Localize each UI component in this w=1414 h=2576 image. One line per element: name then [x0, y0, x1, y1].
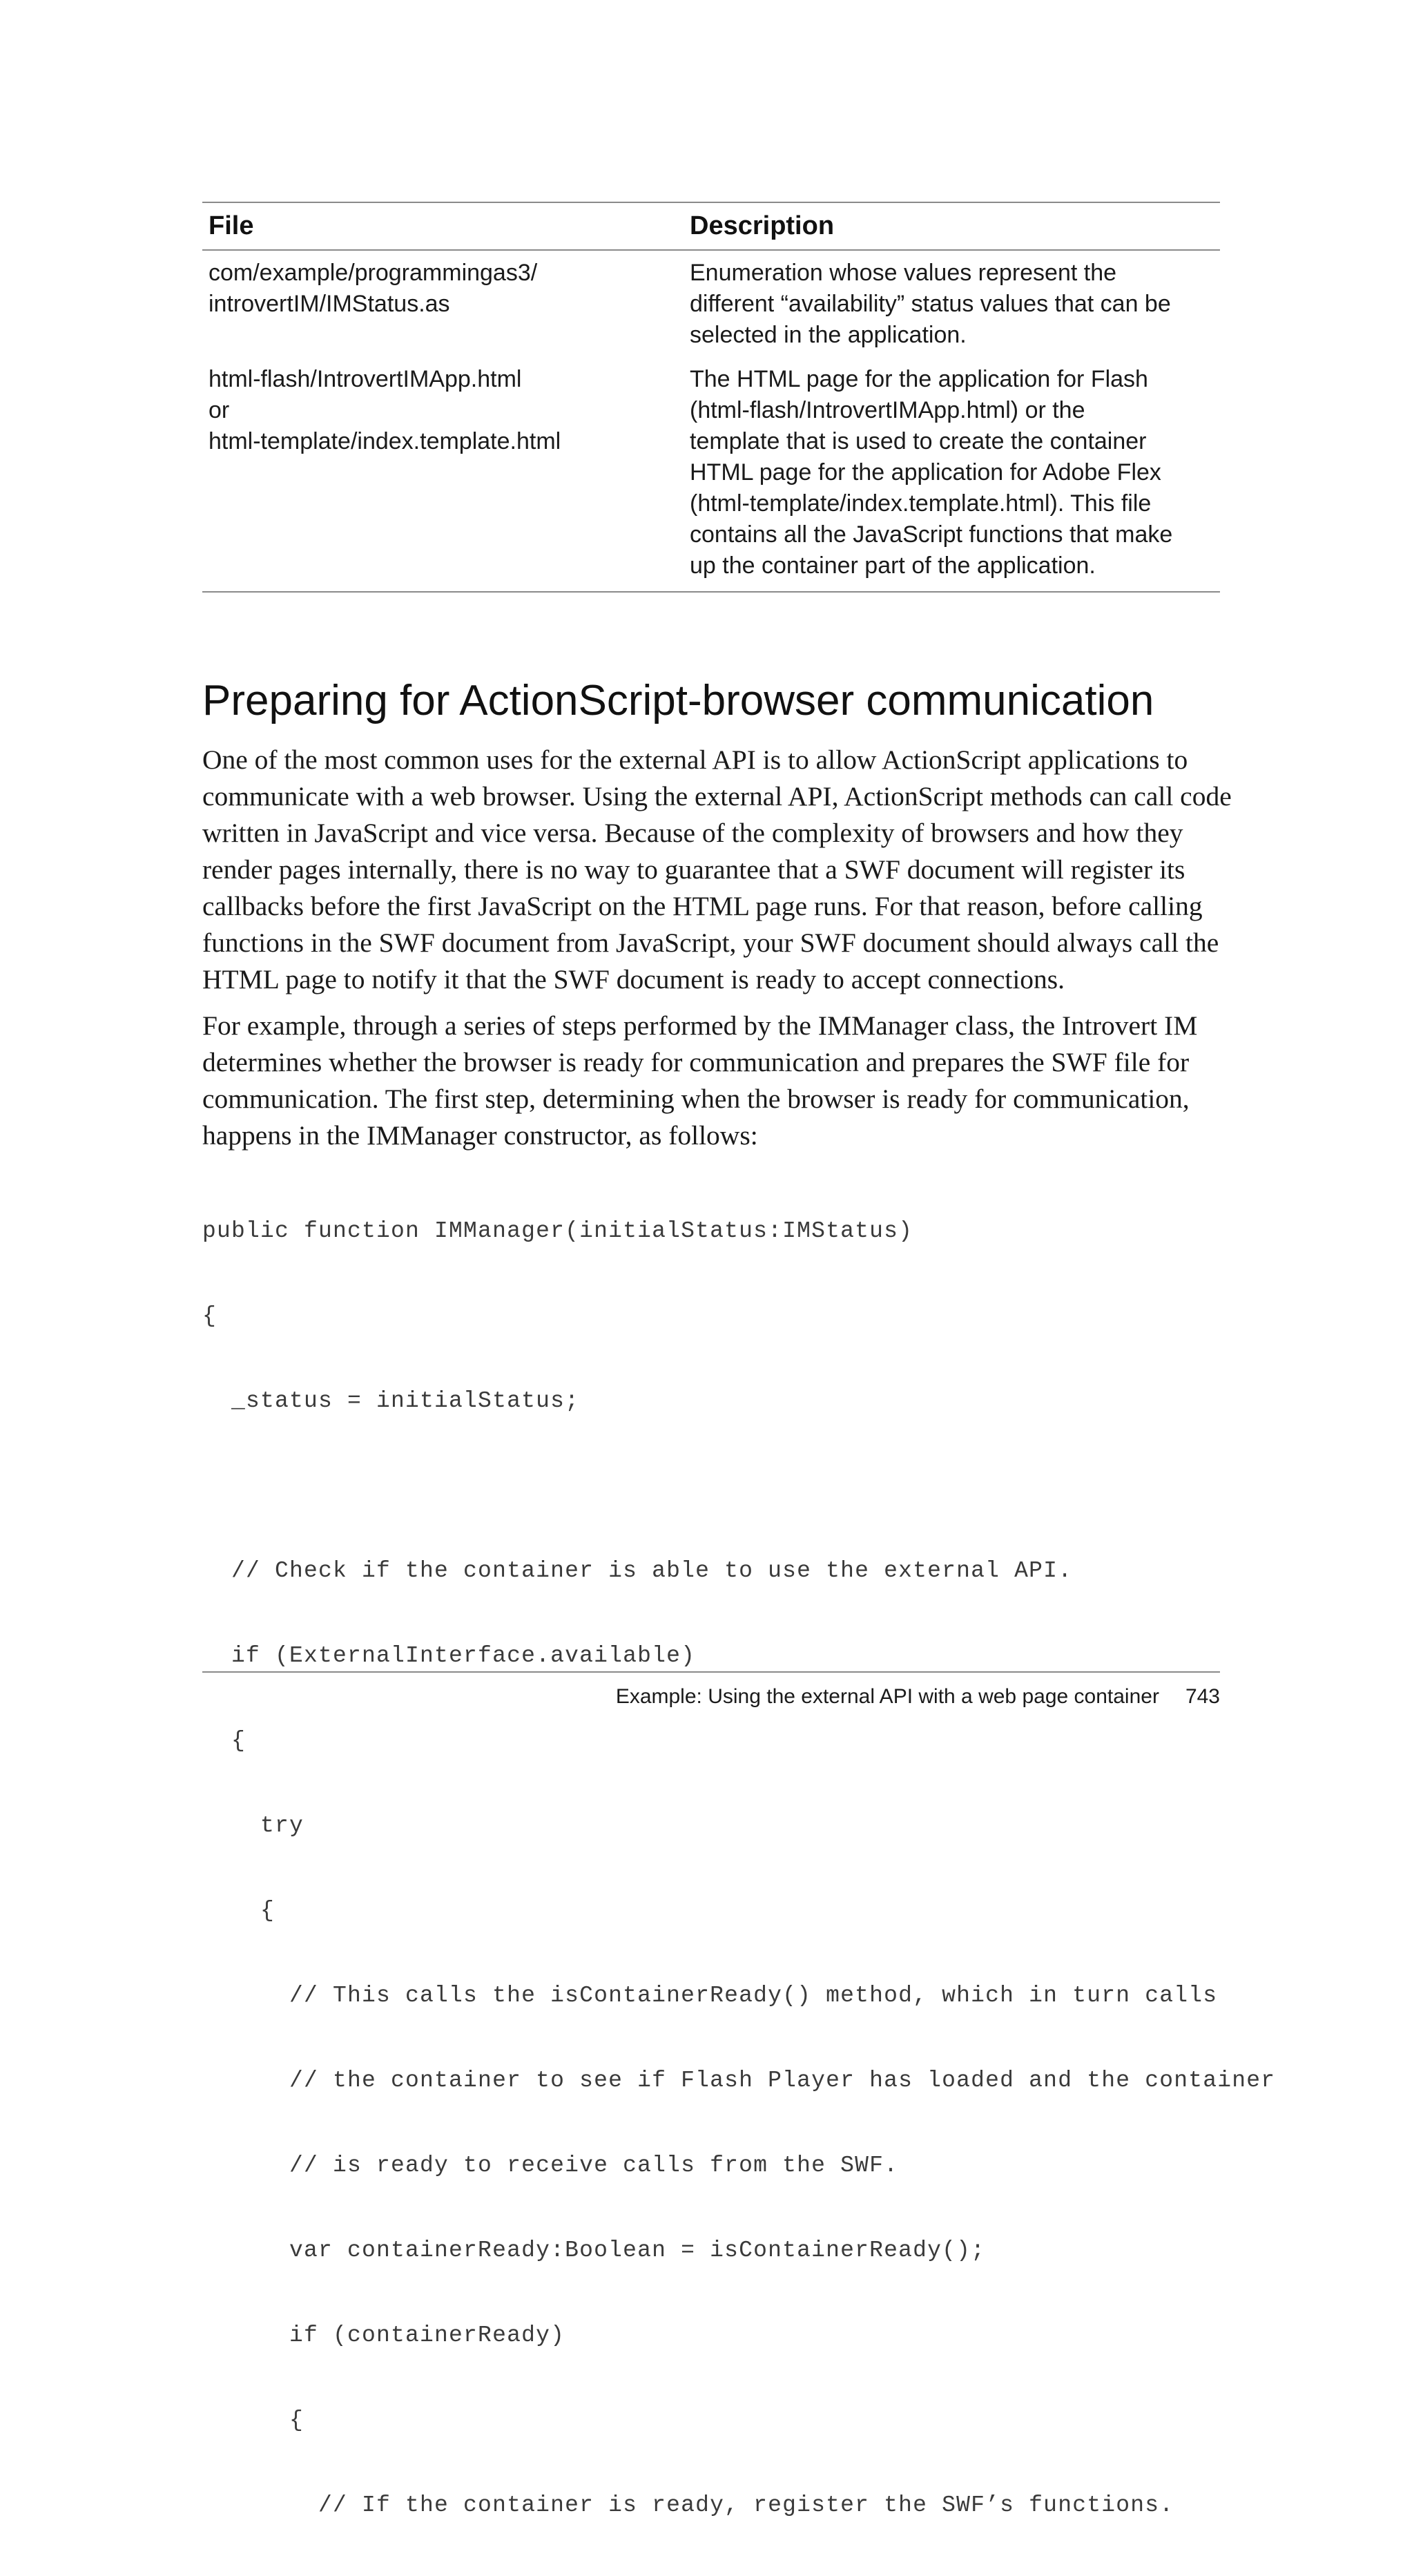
- paragraph-line: communication. The first step, determining when the browser is ready for communication,: [202, 1084, 1190, 1114]
- page-number: 743: [1185, 1685, 1220, 1708]
- table-header-row: [202, 203, 1220, 251]
- footer-chapter-title: Example: Using the external API with a web page container: [615, 1685, 1159, 1708]
- paragraph-line: happens in the IMManager constructor, as follows:: [202, 1120, 758, 1151]
- code-line: // This calls the isContainerReady() method, which in turn calls: [202, 1983, 1218, 2008]
- table-header-description: Description: [690, 211, 835, 240]
- table-row: [202, 351, 1220, 591]
- code-line: {: [202, 2407, 304, 2433]
- table-header-file: File: [209, 211, 254, 240]
- paragraph-line: One of the most common uses for the external API is to allow ActionScript applications to: [202, 744, 1188, 775]
- paragraph-line: determines whether the browser is ready for communication and prepares the SWF file for: [202, 1047, 1190, 1077]
- code-line: // the container to see if Flash Player has loaded and the container: [202, 2068, 1276, 2093]
- code-line: if (ExternalInterface.available): [202, 1643, 696, 1669]
- table-cell-description: The HTML page for the application for Flash (html-flash/IntrovertIMApp.html) or the template that is used to create the container HTML page for the application for Adobe Flex (html-template/index.template.html). This file contains all the JavaScript functions that make up the container part of the application.: [690, 366, 1173, 579]
- paragraph-line: HTML page to notify it that the SWF document is ready to accept connections.: [202, 964, 1065, 994]
- code-line: _status = initialStatus;: [202, 1388, 580, 1414]
- body-paragraph: [202, 742, 1232, 998]
- code-line: public function IMManager(initialStatus:IMStatus): [202, 1218, 913, 1244]
- file-description-table: [202, 202, 1220, 593]
- paragraph-line: For example, through a series of steps performed by the IMManager class, the Introvert IM: [202, 1010, 1198, 1041]
- code-line: {: [202, 1898, 275, 1923]
- code-line: // Check if the container is able to use the external API.: [202, 1558, 1073, 1584]
- body-paragraph: [202, 1008, 1197, 1154]
- footer-divider: [202, 1671, 1220, 1673]
- code-line: // If the container is ready, register the SWF’s functions.: [202, 2492, 1174, 2518]
- paragraph-line: render pages internally, there is no way to guarantee that a SWF document will register its: [202, 854, 1185, 885]
- code-line: try: [202, 1813, 304, 1838]
- table-row: [202, 251, 1220, 351]
- table-cell-file: html-flash/IntrovertIMApp.html or html-template/index.template.html: [209, 366, 561, 454]
- code-line: var containerReady:Boolean = isContainerReady();: [202, 2238, 986, 2263]
- code-line: [202, 1472, 1275, 1500]
- page-footer: [616, 1683, 1220, 1711]
- code-line: {: [202, 1303, 217, 1329]
- paragraph-line: communicate with a web browser. Using the external API, ActionScript methods can call code: [202, 781, 1232, 811]
- code-listing: [202, 1160, 1275, 2576]
- paragraph-line: callbacks before the first JavaScript on the HTML page runs. For that reason, before calling: [202, 891, 1203, 921]
- code-line: {: [202, 1728, 246, 1753]
- table-cell-file: com/example/programmingas3/ introvertIM/IMStatus.as: [209, 260, 538, 317]
- table-cell-description: Enumeration whose values represent the different “availability” status values that can be selected in the application.: [690, 260, 1171, 348]
- code-line: // is ready to receive calls from the SWF.: [202, 2153, 899, 2178]
- code-line: if (containerReady): [202, 2323, 565, 2348]
- paragraph-line: written in JavaScript and vice versa. Because of the complexity of browsers and how they: [202, 818, 1183, 848]
- paragraph-line: functions in the SWF document from JavaScript, your SWF document should always call the: [202, 927, 1219, 958]
- section-title: Preparing for ActionScript-browser communication: [202, 677, 1154, 724]
